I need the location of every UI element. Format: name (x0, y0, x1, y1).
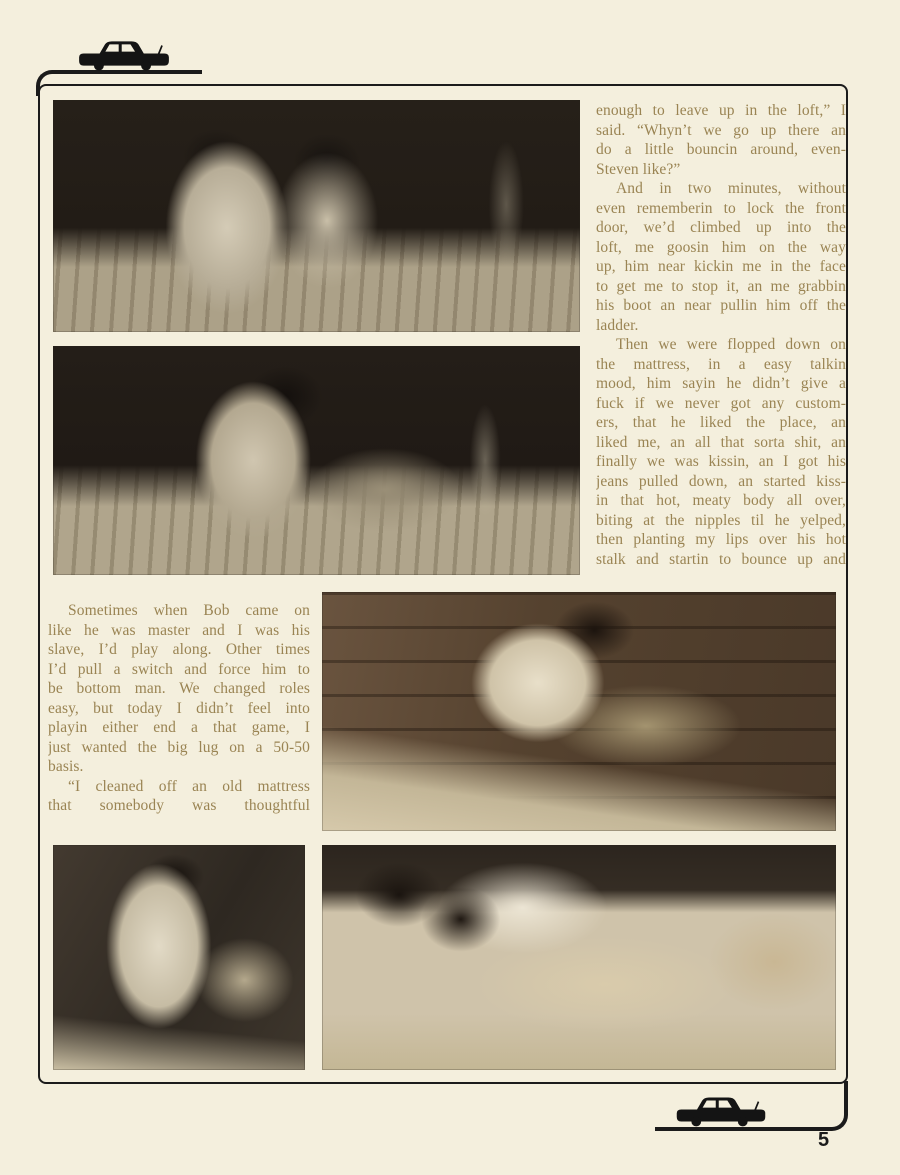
text-line: the mattress, in a easy talkin (596, 355, 846, 373)
paragraph (48, 777, 310, 816)
text-line: liked me, an all that sorta shit, an (596, 433, 846, 451)
text-line: up, him near kickin me in the face (596, 258, 846, 275)
text-line: stalk and startin to bounce up and (596, 550, 846, 568)
text-line: I’d pull a switch and force him to (48, 660, 310, 678)
photo-bottom-right (322, 845, 836, 1070)
text-line: in that hot, meaty body all over, (596, 492, 846, 509)
text-line: ers, that he liked the place, an (596, 414, 846, 431)
text-line: door, we’d climbed up into the (596, 219, 846, 236)
paragraph (48, 601, 310, 777)
text-line: Steven like?” (596, 160, 681, 178)
text-line: fuck if we never got any custom- (596, 394, 846, 412)
text-line: ladder. (596, 316, 639, 334)
text-line: mood, him sayin he didn’t give a (596, 375, 846, 392)
text-line: finally we was kissin, an I got his (596, 453, 846, 470)
text-line: his boot an near pullin him off the (596, 297, 846, 314)
paragraph (596, 335, 846, 569)
text-line: And in two minutes, without (616, 180, 846, 197)
text-line: Then we were flopped down on (616, 336, 846, 353)
text-line: playin either end a that game, I (48, 719, 310, 736)
text-line: biting at the nipples til he yelped, (596, 511, 846, 529)
photo-mid-right (322, 592, 836, 831)
photo-mid-left (53, 346, 580, 575)
car-icon (78, 36, 170, 71)
text-line: like he was master and I was his (48, 621, 310, 639)
photo-top-left (53, 100, 580, 332)
right-text-column (596, 101, 846, 569)
text-line: then planting my lips over his hot (596, 531, 846, 548)
top-road-line (36, 70, 202, 96)
text-line: to get me to stop it, an me grabbin (596, 277, 846, 295)
photo-bottom-left (53, 845, 305, 1070)
text-line: said. “Whyn’t we go up there an (596, 121, 846, 139)
paragraph (596, 101, 846, 179)
text-line: easy, but today I didn’t feel into (48, 699, 310, 717)
page-number: 5 (818, 1129, 830, 1151)
text-line: basis. (48, 758, 84, 775)
text-line: even rememberin to lock the front (596, 199, 846, 217)
left-text-column (48, 601, 310, 816)
text-line: “I cleaned off an old mattress (68, 777, 310, 795)
car-icon (676, 1092, 766, 1127)
text-line: jeans pulled down, an started kiss- (596, 472, 846, 490)
text-line: slave, I’d play along. Other times (48, 641, 310, 658)
text-line: just wanted the big lug on a 50-50 (48, 738, 310, 756)
text-line: be bottom man. We changed roles (48, 680, 310, 697)
text-line: do a little bouncin around, even- (596, 141, 846, 158)
paragraph (596, 179, 846, 335)
text-line: loft, me goosin him on the way (596, 238, 846, 256)
text-line: that somebody was thoughtful (48, 797, 310, 814)
text-line: enough to leave up in the loft,” I (596, 102, 846, 119)
text-line: Sometimes when Bob came on (68, 602, 310, 619)
